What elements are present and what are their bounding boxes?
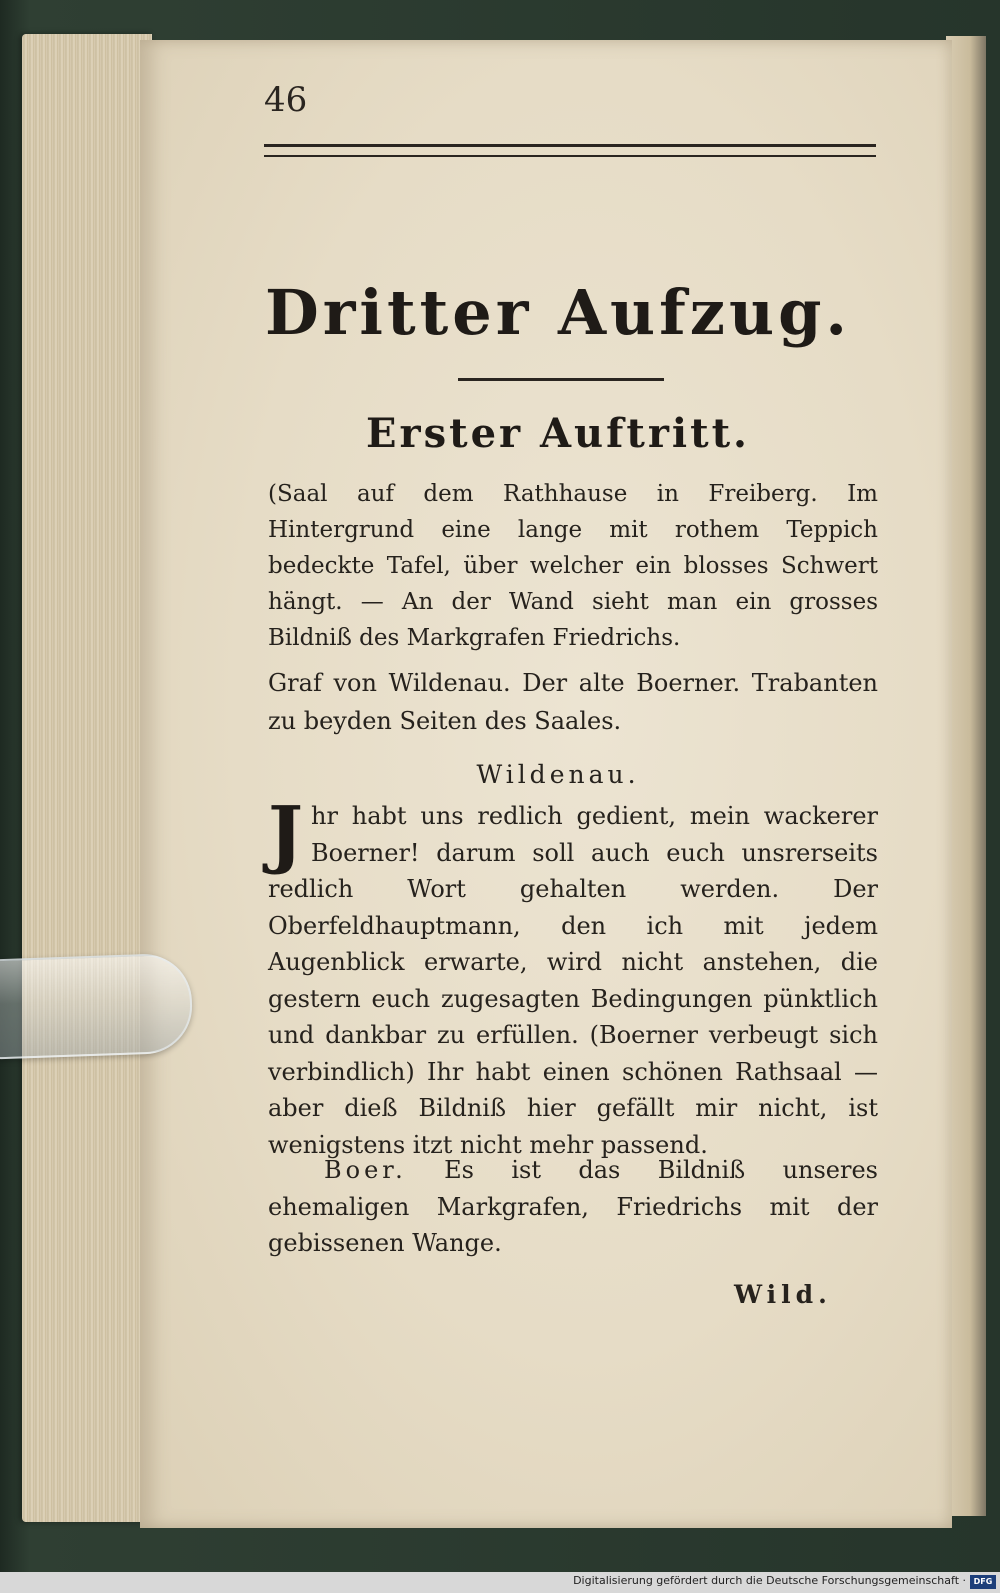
- book-page-edges: [22, 34, 152, 1522]
- header-double-rule: [264, 144, 876, 157]
- dfg-logo-icon: DFG: [970, 1575, 996, 1589]
- stage-direction: (Saal auf dem Rathhause in Freiberg. Im Hintergrund eine lange mit rothem Teppich bedeckte Tafel, über welcher ein blosses Schwert hängt. — An der Wand sieht man ein grosses Bildniß des Markgrafen Friedrichs.: [268, 481, 878, 651]
- reply-text: Es ist das Bildniß unseres ehemaligen Markgrafen, Friedrichs mit der gebissenen Wange.: [268, 1156, 878, 1257]
- speech-text: hr habt uns redlich gedient, mein wackerer Boerner! darum soll auch euch unsrerseits redlich Wort gehalten werden. Der Oberfeldhauptmann, den ich mit jedem Augenblick erwarte, wird nicht anstehen, die gestern euch zugesagten Bedingungen pünktlich und dankbar zu erfüllen. (Boerner verbeugt sich verbindlich) Ihr habt einen schönen Rathsaal — aber dieß Bildniß hier gefällt mir nicht, ist wenigstens itzt nicht mehr passend.: [268, 802, 878, 1159]
- footer-credit: Digitalisierung gefördert durch die Deutsche Forschungsgemeinschaft ·: [573, 1574, 966, 1587]
- character-list: Graf von Wildenau. Der alte Boerner. Trabanten zu beyden Seiten des Saales.: [268, 669, 878, 735]
- catchword: Wild.: [734, 1280, 832, 1309]
- drop-cap: J: [268, 791, 304, 877]
- footer-bar: [0, 1572, 1000, 1593]
- glass-page-clip: [0, 953, 194, 1060]
- act-title: Dritter Aufzug.: [264, 276, 852, 349]
- book-page: [140, 40, 952, 1528]
- reply-speaker: Boer.: [324, 1156, 407, 1184]
- speaker-name: Wildenau.: [476, 760, 640, 789]
- title-rule: [458, 378, 664, 381]
- reply-paragraph: [268, 1152, 878, 1262]
- scene-title: Erster Auftritt.: [366, 410, 750, 457]
- page-number: 46: [264, 80, 308, 120]
- speech-paragraph: [268, 791, 878, 1163]
